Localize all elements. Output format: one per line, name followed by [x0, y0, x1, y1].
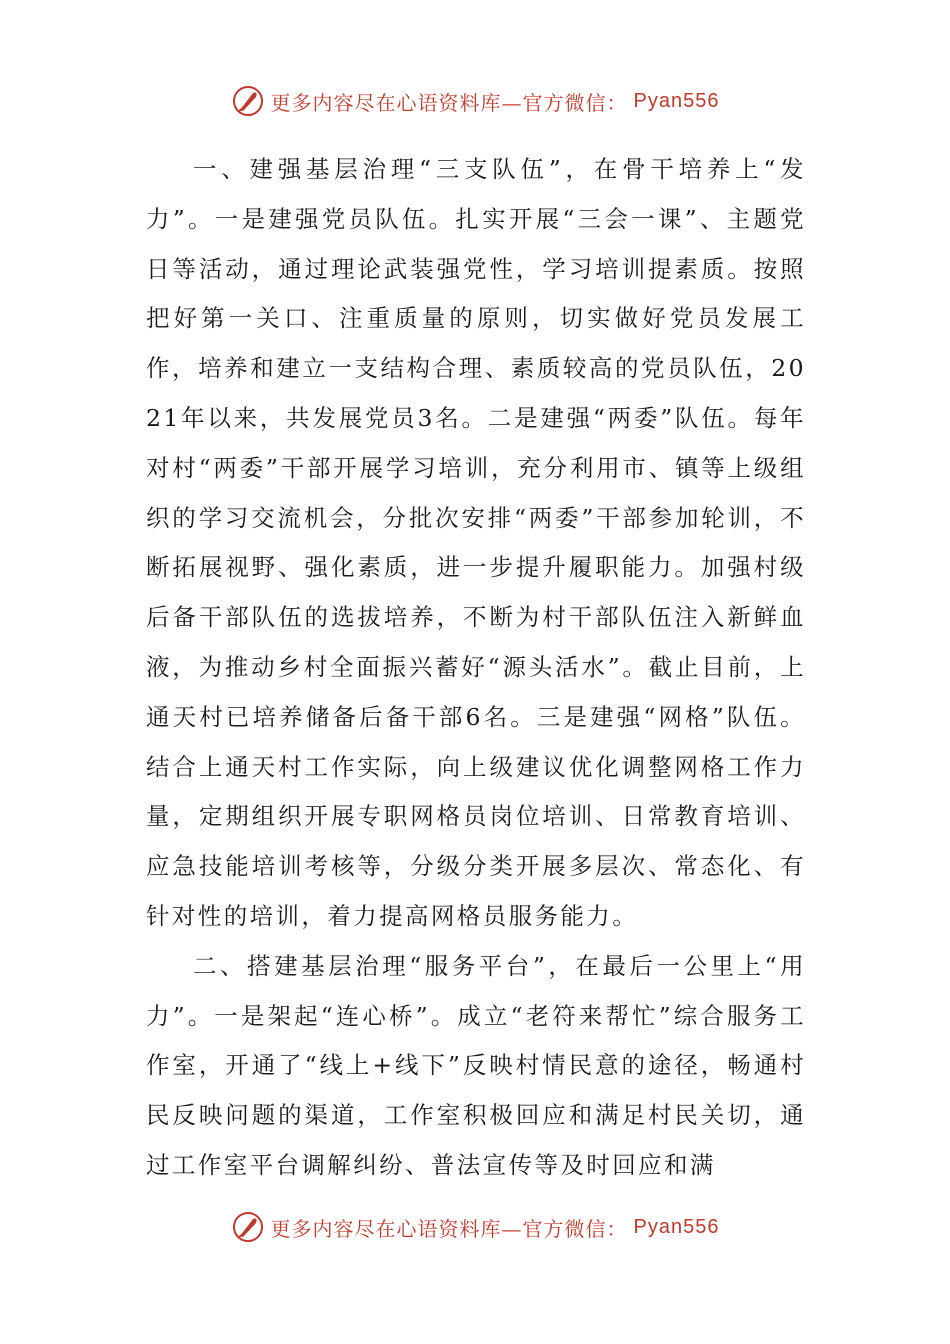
quill-logo-icon: [231, 1210, 265, 1244]
watermark-handle: Pyan556: [633, 1215, 720, 1238]
quill-logo-icon: [231, 84, 265, 118]
watermark-text: 更多内容尽在心语资料库—官方微信：: [270, 1216, 628, 1241]
document-body: [146, 145, 806, 1191]
watermark-text: 更多内容尽在心语资料库—官方微信：: [270, 90, 628, 115]
header-watermark: [0, 84, 950, 118]
footer-watermark: [0, 1210, 950, 1244]
watermark-handle: Pyan556: [633, 89, 720, 112]
paragraph-1: 一、建强基层治理“三支队伍”，在骨干培养上“发力”。一是建强党员队伍。扎实开展“三会一课”、主题党日等活动，通过理论武装强党性，学习培训提素质。按照把好第一关口、注重质量的原则，切实做好党员发展工作，培养和建立一支结构合理、素质较高的党员队伍，2021年以来，共发展党员3名。二是建强“两委”队伍。每年对村“两委”干部开展学习培训，充分利用市、镇等上级组织的学习交流机会，分批次安排“两委”干部参加轮训，不断拓展视野、强化素质，进一步提升履职能力。加强村级后备干部队伍的选拔培养，不断为村干部队伍注入新鲜血液，为推动乡村全面振兴蓄好“源头活水”。截止目前，上通天村已培养储备后备干部6名。三是建强“网格”队伍。结合上通天村工作实际，向上级建议优化调整网格工作力量，定期组织开展专职网格员岗位培训、日常教育培训、应急技能培训考核等，分级分类开展多层次、常态化、有针对性的培训，着力提高网格员服务能力。: [146, 155, 806, 930]
paragraph-2: 二、搭建基层治理“服务平台”，在最后一公里上“用力”。一是架起“连心桥”。成立“老符来帮忙”综合服务工作室，开通了“线上+线下”反映村情民意的途径，畅通村民反映问题的渠道，工作室积极回应和满足村民关切，通过工作室平台调解纠纷、普法宣传等及时回应和满: [146, 951, 806, 1179]
